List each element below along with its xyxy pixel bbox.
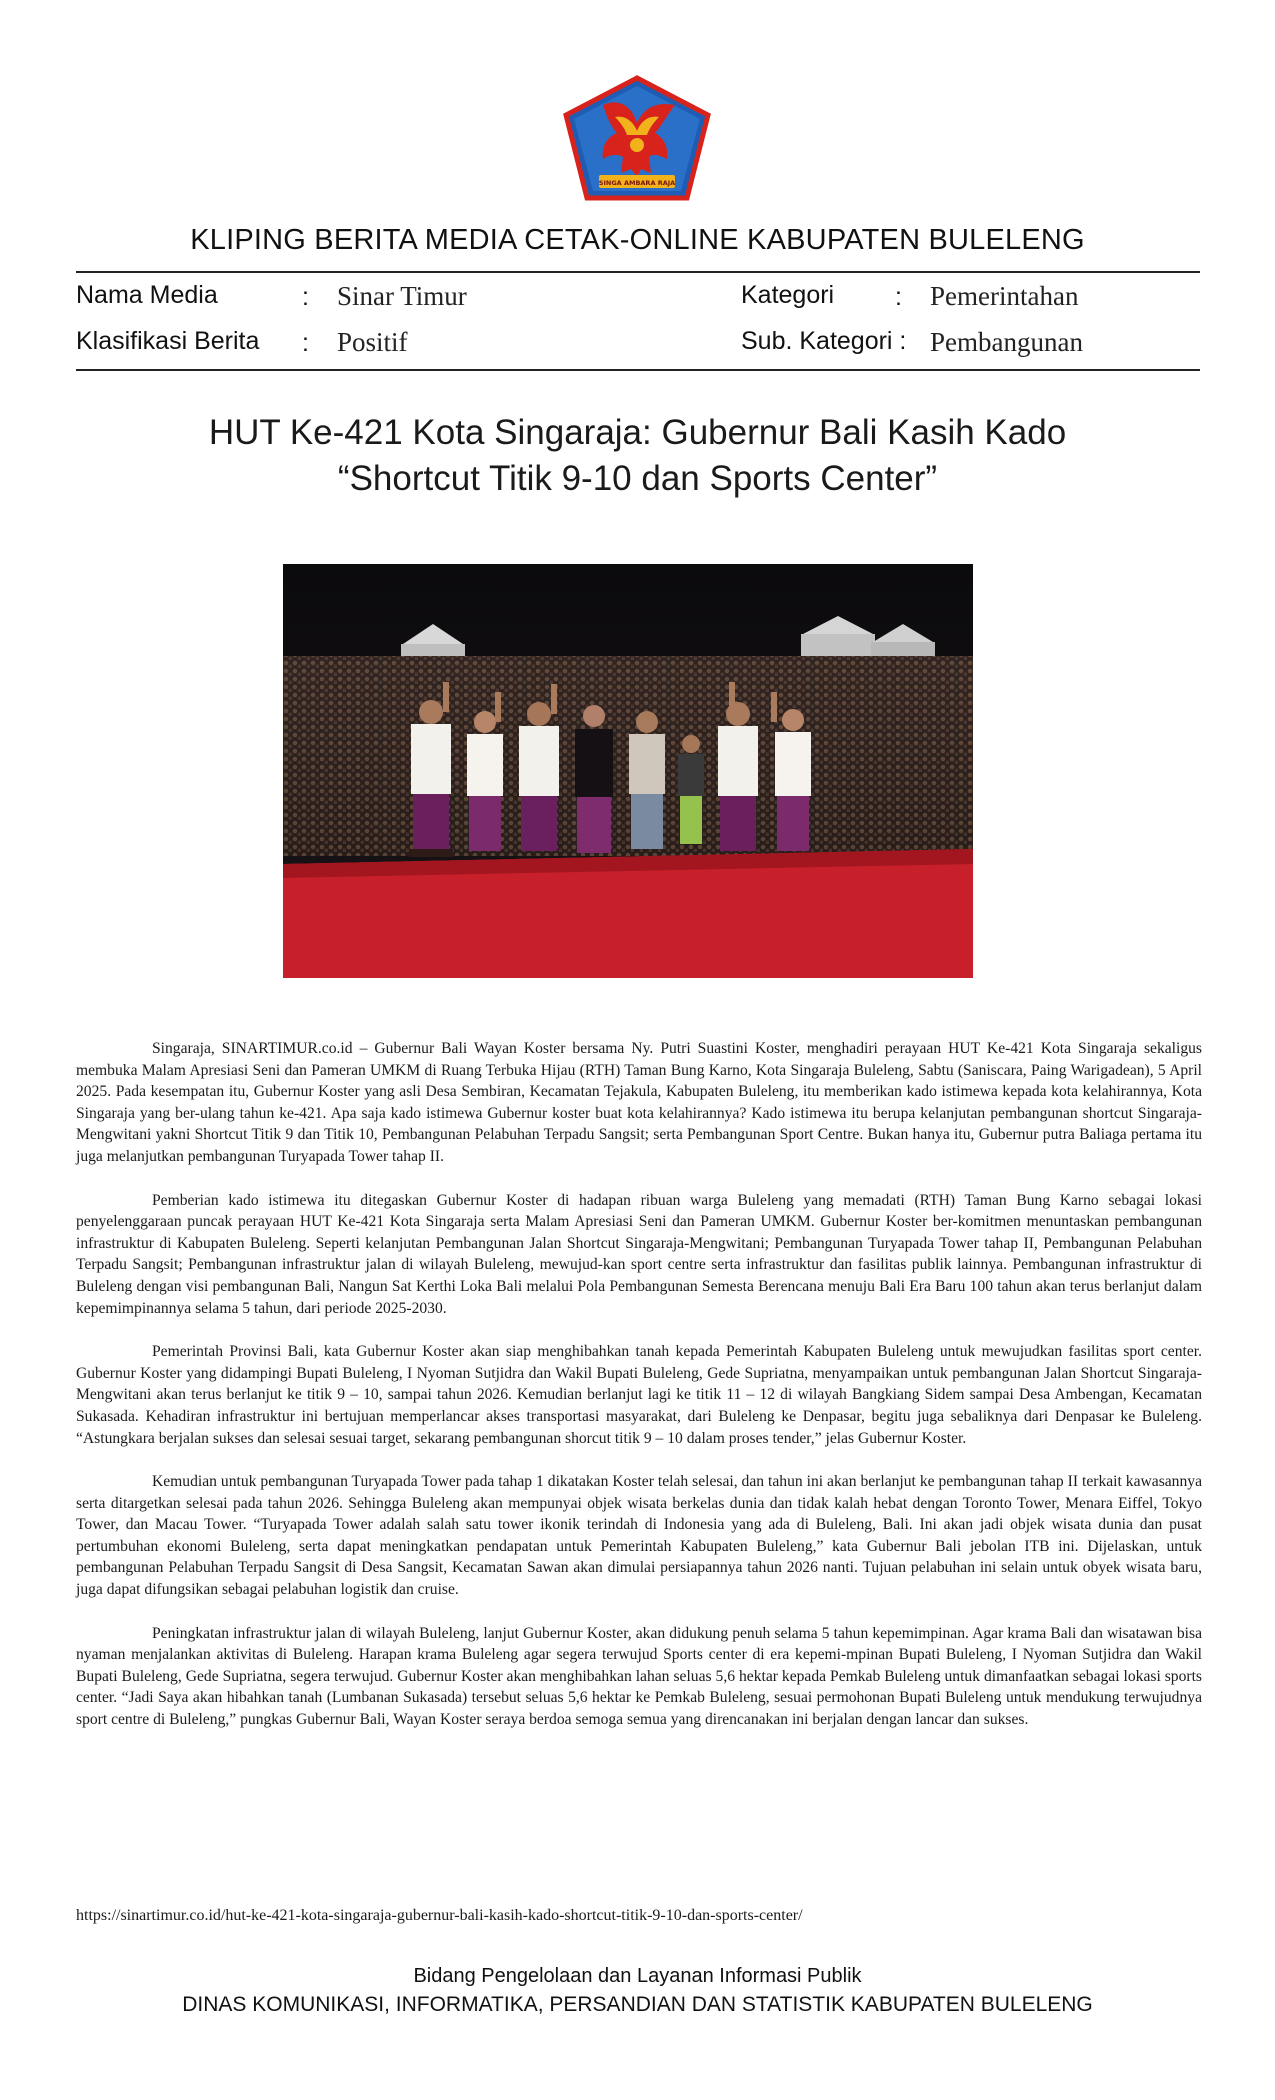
klasifikasi-label: Klasifikasi Berita	[76, 327, 260, 355]
nama-media-colon: :	[302, 283, 309, 311]
svg-text:SINGA AMBARA RAJA: SINGA AMBARA RAJA	[598, 179, 676, 187]
kategori-value: Pemerintahan	[930, 281, 1079, 311]
headline-line-1: HUT Ke-421 Kota Singaraja: Gubernur Bali Kasih Kado	[208, 413, 1067, 452]
article-paragraph: Pemberian kado istimewa itu ditegaskan Gubernur Koster di hadapan ribuan warga Buleleng yang memadati (RTH) Taman Bung Karno sebagai lokasi penyelenggaraan puncak perayaan HUT Ke-421 Kota Singaraja serta Malam Apresiasi Seni dan Pameran UMKM. Gubernur Koster ber-komitmen menuntaskan pembangunan infrastruktur di Kabupaten Buleleng. Seperti kelanjutan Pembangunan Jalan Shortcut Singaraja-Mengwitani; Pembangunan Turyapada Tower tahap II, Pembangunan Pelabuhan Terpadu Sangsit; Pembangunan infrastruktur jalan di wilayah Buleleng, mewujud-kan sport centre serta infrastruktur dan fasilitas publik lainnya. Pembangunan infrastruktur di Buleleng dengan visi pembangunan Bali, Nangun Sat Kerthi Loka Bali melalui Pola Pembangunan Semesta Berencana menuju Bali Era Baru 100 tahun akan terus berlanjut dalam kepemimpinannya selama 5 tahun, dari periode 2025-2030.	[76, 1191, 1202, 1317]
header-bottom-rule	[76, 369, 1200, 371]
source-url-link[interactable]: https://sinartimur.co.id/hut-ke-421-kota-singaraja-gubernur-bali-kasih-kado-shortcut-titik-9-10-dan-sports-center/	[76, 1907, 803, 1924]
article-paragraph: Singaraja, SINARTIMUR.co.id – Gubernur Bali Wayan Koster bersama Ny. Putri Suastini Koster, menghadiri perayaan HUT Ke-421 Kota Singaraja sekaligus membuka Malam Apresiasi Seni dan Pameran UMKM di Ruang Terbuka Hijau (RTH) Taman Bung Karno, Kota Singaraja Buleleng, Sabtu (Saniscara, Paing Warigadean), 5 April 2025. Pada kesempatan itu, Gubernur Koster yang asli Desa Sembiran, Kecamatan Tejakula, Kabupaten Buleleng, itu memberikan kado istimewa kepada kota kelahirannya, Kota Singaraja yang ber-ulang tahun ke-421. Apa saja kado istimewa Gubernur koster buat kota kelahirannya? Kado istimewa itu berupa kelanjutan pembangunan shortcut Singaraja-Mengwitani yakni Shortcut Titik 9 dan Titik 10, Pembangunan Pelabuhan Terpadu Sangsit; serta Pembangunan Sport Centre. Bukan hanya itu, Gubernur putra Baliaga pertama itu juga melanjutkan pembangunan Turyapada Tower tahap II.	[76, 1040, 1202, 1165]
klasifikasi-value: Positif	[337, 327, 408, 357]
nama-media-value: Sinar Timur	[337, 281, 467, 311]
article-paragraph: Peningkatan infrastruktur jalan di wilayah Buleleng, lanjut Gubernur Koster, akan didukung penuh selama 5 tahun kepemimpinan. Agar krama Bali dan wisatawan bisa nyaman menjalankan aktivitas di Buleleng. Harapan krama Buleleng agar segera terwujud Sports center di era kepemi-mpinan Bupati Buleleng, I Nyoman Sutjidra dan Wakil Bupati Buleleng, Gede Supriatna, segera terwujud. Gubernur Koster akan menghibahkan lahan seluas 5,6 hektar kepada Pemkab Buleleng untuk dimanfaatkan sebagai lokasi sports center. “Jadi Saya akan hibahkan tanah (Lumbanan Sukasada) tersebut seluas 5,6 hektar ke Pemkab Buleleng, sesuai permohonan Bupati Buleleng untuk mendukung terwujudnya sport centre di Buleleng,” pungkas Gubernur Bali, Wayan Koster seraya berdoa semoga semua yang direncanakan ini berjalan dengan lancar dan sukses.	[76, 1624, 1202, 1729]
article-paragraph: Pemerintah Provinsi Bali, kata Gubernur Koster akan siap menghibahkan tanah kepada Pemerintah Kabupaten Buleleng untuk mewujudkan fasilitas sport center. Gubernur Koster yang didampingi Bupati Buleleng, I Nyoman Sutjidra dan Wakil Bupati Buleleng, Gede Supriatna, menyampaikan untuk pembangunan Jalan Shortcut Singaraja-Mengwitani akan terus berlanjut ke titik 9 – 10, sampai tahun 2026. Kemudian berlanjut lagi ke titik 11 – 12 di wilayah Bangkiang Sidem sampai Desa Ambengan, Kecamatan Sukasada. Kehadiran infrastruktur ini bertujuan memperlancar akses transportasi masyarakat, dari Buleleng ke Denpasar, begitu juga sebaliknya dari Denpasar ke Buleleng. “Astungkara berjalan sukses dan selesai sesuai target, sekarang pembangunan shorcut titik 9 – 10 dalam proses tender,” jelas Gubernur Koster.	[76, 1343, 1202, 1447]
klasifikasi-colon: :	[302, 329, 309, 357]
headline-line-2: “Shortcut Titik 9-10 dan Sports Center”	[337, 459, 938, 498]
clipping-title: KLIPING BERITA MEDIA CETAK-ONLINE KABUPATEN BULELENG	[190, 224, 1085, 256]
article-headline	[100, 410, 1175, 502]
buleleng-emblem-icon	[563, 75, 711, 201]
footer-department: Bidang Pengelolaan dan Layanan Informasi Publik	[413, 1965, 862, 1987]
article-photo	[283, 564, 973, 978]
kategori-label: Kategori	[741, 281, 835, 309]
sub-kategori-value: Pembangunan	[930, 327, 1083, 357]
sub-kategori-label: Sub. Kategori :	[741, 327, 907, 355]
header-top-rule	[76, 271, 1200, 273]
article-body	[76, 1038, 1202, 1753]
article-paragraph: Kemudian untuk pembangunan Turyapada Tower pada tahap 1 dikatakan Koster telah selesai, dan tahun ini akan berlanjut ke pembangunan tahap II terkait kawasannya serta ditargetkan selesai pada tahun 2026. Sehingga Buleleng akan mempunyai objek wisata berkelas dunia dan tidak kalah hebat dengan Toronto Tower, Menara Eiffel, Tokyo Tower, dan Macau Tower. “Turyapada Tower adalah salah satu tower ikonik terindah di Indonesia yang ada di Buleleng, Bali. Ini akan jadi objek wisata dunia dan pusat pertumbuhan ekonomi Buleleng, serta dapat meningkatkan pendapatan untuk Pemerintah Kabupaten Buleleng,” kata Gubernur Bali jebolan ITB ini. Dijelaskan, untuk pembangunan Pelabuhan Terpadu Sangsit di Desa Sangsit, Kecamatan Sawan akan dimulai persiapannya tahun 2026 nanti. Tujuan pelabuhan ini selain untuk obyek wisata baru, juga dapat difungsikan sebagai pelabuhan logistik dan cruise.	[76, 1473, 1202, 1599]
nama-media-label: Nama Media	[76, 281, 218, 309]
footer-agency: DINAS KOMUNIKASI, INFORMATIKA, PERSANDIAN DAN STATISTIK KABUPATEN BULELENG	[182, 1993, 1093, 2016]
kategori-colon: :	[895, 283, 902, 311]
